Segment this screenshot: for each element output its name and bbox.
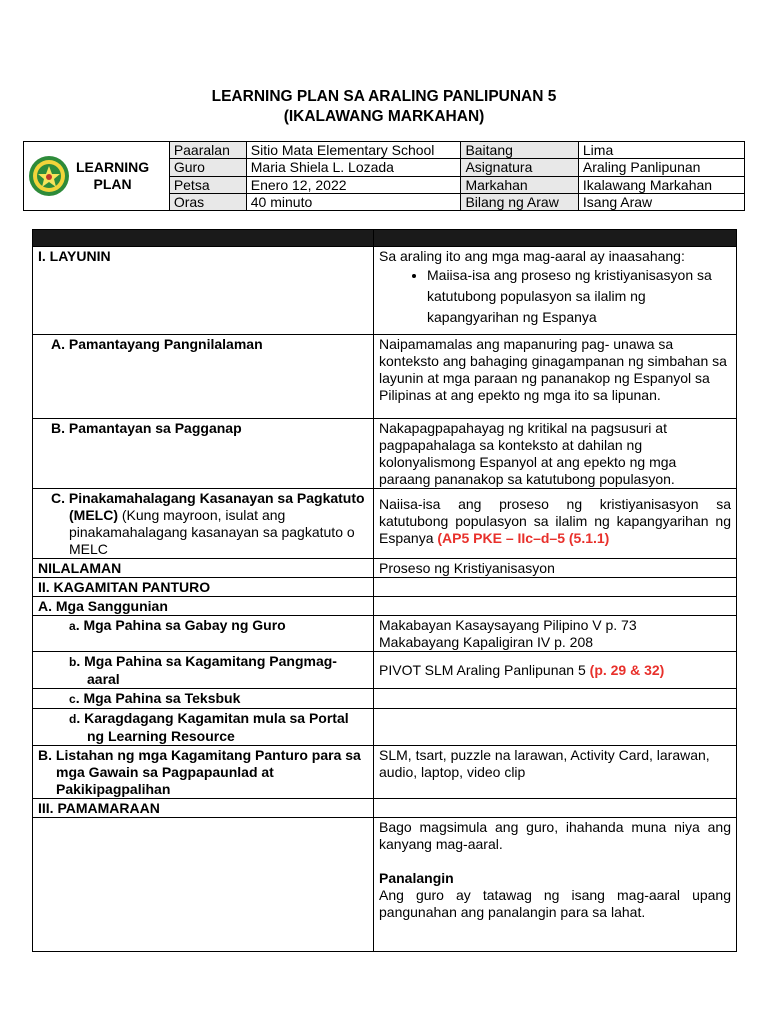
table-header-row: [33, 230, 737, 247]
row-label: [33, 689, 374, 709]
header-value: Enero 12, 2022: [246, 176, 461, 193]
header-label: Oras: [169, 193, 246, 210]
header-value: Sitio Mata Elementary School: [246, 142, 461, 159]
header-value: Araling Panlipunan: [578, 159, 744, 176]
slm-pages: (p. 29 & 32): [589, 662, 665, 678]
item-label: . Mga Pahina sa Kagamitang Pangmag-aaral: [76, 653, 337, 687]
table-row: [33, 489, 737, 559]
header-label: Petsa: [169, 176, 246, 193]
badge-line-1: LEARNING: [76, 159, 150, 175]
table-row: [33, 746, 737, 799]
row-label: NILALAMAN: [33, 559, 374, 578]
panalangin-heading: Panalangin: [379, 870, 454, 886]
header-value: Ikalawang Markahan: [578, 176, 744, 193]
row-value: Naipamamalas ang mapanuring pag- unawa sa konteksto ang bahaging ginagampanan ng simbahan sa layunin at mga paraan ng pananakop ng Espanyol sa Pilipinas at ang epekto ng mga ito sa lipunan.: [374, 335, 737, 419]
header-label: Baitang: [461, 142, 578, 159]
item-label: . Karagdagang Kagamitan mula sa Portal ng Learning Resource: [76, 710, 349, 744]
table-row: [33, 247, 737, 335]
row-value: [374, 689, 737, 709]
header-value: Lima: [578, 142, 744, 159]
row-label: II. KAGAMITAN PANTURO: [33, 578, 374, 597]
listahan-label: B. Listahan ng mga Kagamitang Panturo para sa mga Gawain sa Pagpapaunlad at Pakikipagpalihan: [38, 747, 361, 797]
item-label: . Mga Pahina sa Gabay ng Guro: [75, 617, 286, 633]
row-label: A. Mga Sanggunian: [33, 597, 374, 616]
item-letter: d: [69, 712, 77, 726]
melc-label: C. Pinakamahalagang Kasanayan sa Pagkatuto (MELC): [51, 490, 365, 523]
reference-line: Makabayang Kapaligiran IV p. 208: [379, 634, 594, 650]
row-value: [374, 799, 737, 818]
header-value: Isang Araw: [578, 193, 744, 210]
table-row: [33, 818, 737, 952]
row-label: I. LAYUNIN: [33, 247, 374, 335]
melc-code: (AP5 PKE – IIc–d–5 (5.1.1): [437, 530, 610, 546]
melc-value: Naiisa-isa ang proseso ng kristiyanisasyon sa katutubong populasyon sa ilalim ng kapangyarihan ng Espanya: [379, 496, 731, 546]
row-value: SLM, tsart, puzzle na larawan, Activity Card, larawan, audio, laptop, video clip: [374, 746, 737, 799]
row-value: [374, 652, 737, 689]
header-value: Maria Shiela L. Lozada: [246, 159, 461, 176]
table-row: [33, 578, 737, 597]
row-label: III. PAMAMARAAN: [33, 799, 374, 818]
row-label: [33, 818, 374, 952]
row-value: [374, 489, 737, 559]
header-label: Markahan: [461, 176, 578, 193]
row-value: [374, 578, 737, 597]
melc-note: (Kung mayroon, isulat ang pinakamahalagang kasanayan sa pagkatuto o MELC: [69, 507, 355, 557]
item-letter: a: [69, 619, 76, 633]
row-value: [374, 597, 737, 616]
table-row: [33, 799, 737, 818]
row-label: [33, 709, 374, 746]
row-label: [33, 616, 374, 652]
table-row: [33, 689, 737, 709]
reference-line: Makabayan Kasaysayang Pilipino V p. 73: [379, 617, 637, 633]
row-label: A. Pamantayang Pangnilalaman: [33, 335, 374, 419]
document-title: LEARNING PLAN SA ARALING PANLIPUNAN 5: [211, 88, 557, 105]
item-letter: c: [69, 692, 76, 706]
table-row: [33, 652, 737, 689]
item-letter: b: [69, 655, 77, 669]
panalangin-text: Ang guro ay tatawag ng isang mag-aaral upang pangunahan ang panalangin para sa lahat.: [379, 887, 731, 920]
layunin-bullet: • Maiisa-isa ang proseso ng kristiyanisasyon sa katutubong populasyon sa ilalim ng kapangyarihan ng Espanya: [427, 265, 731, 328]
row-value: [374, 709, 737, 746]
row-value: [374, 616, 737, 652]
item-label: . Mga Pahina sa Teksbuk: [75, 690, 241, 706]
row-label: [33, 652, 374, 689]
slm-reference: PIVOT SLM Araling Panlipunan 5: [379, 662, 590, 678]
header-info-table: [23, 141, 745, 211]
header-label: Guro: [169, 159, 246, 176]
table-row: [33, 335, 737, 419]
row-value: Proseso ng Kristiyanisasyon: [374, 559, 737, 578]
header-label: Paaralan: [169, 142, 246, 159]
table-row: [33, 559, 737, 578]
header-value: 40 minuto: [246, 193, 461, 210]
school-seal-icon: [28, 155, 70, 197]
row-label: B. Pamantayan sa Pagganap: [33, 419, 374, 489]
lesson-plan-table: [32, 229, 737, 952]
table-row: [33, 597, 737, 616]
layunin-intro: Sa araling ito ang mga mag-aaral ay inaasahang:: [379, 248, 685, 264]
table-row: [33, 616, 737, 652]
row-label: [33, 746, 374, 799]
badge-line-2: PLAN: [93, 176, 132, 192]
row-value: Nakapagpapahayag ng kritikal na pagsusuri at pagpapahalaga sa konteksto at dahilan ng kolonyalismong Espanyol at ang epekto ng mga paraang pananakop sa katutubong populasyon.: [374, 419, 737, 489]
pamamaraan-intro: Bago magsimula ang guro, ihahanda muna niya ang kanyang mag-aaral.: [379, 819, 731, 852]
row-label: [33, 489, 374, 559]
row-value: [374, 247, 737, 335]
row-value: [374, 818, 737, 952]
header-label: Asignatura: [461, 159, 578, 176]
document-subtitle: (IKALAWANG MARKAHAN): [283, 108, 485, 125]
learning-plan-badge: [24, 142, 170, 211]
table-row: [33, 419, 737, 489]
header-label: Bilang ng Araw: [461, 193, 578, 210]
table-row: [33, 709, 737, 746]
